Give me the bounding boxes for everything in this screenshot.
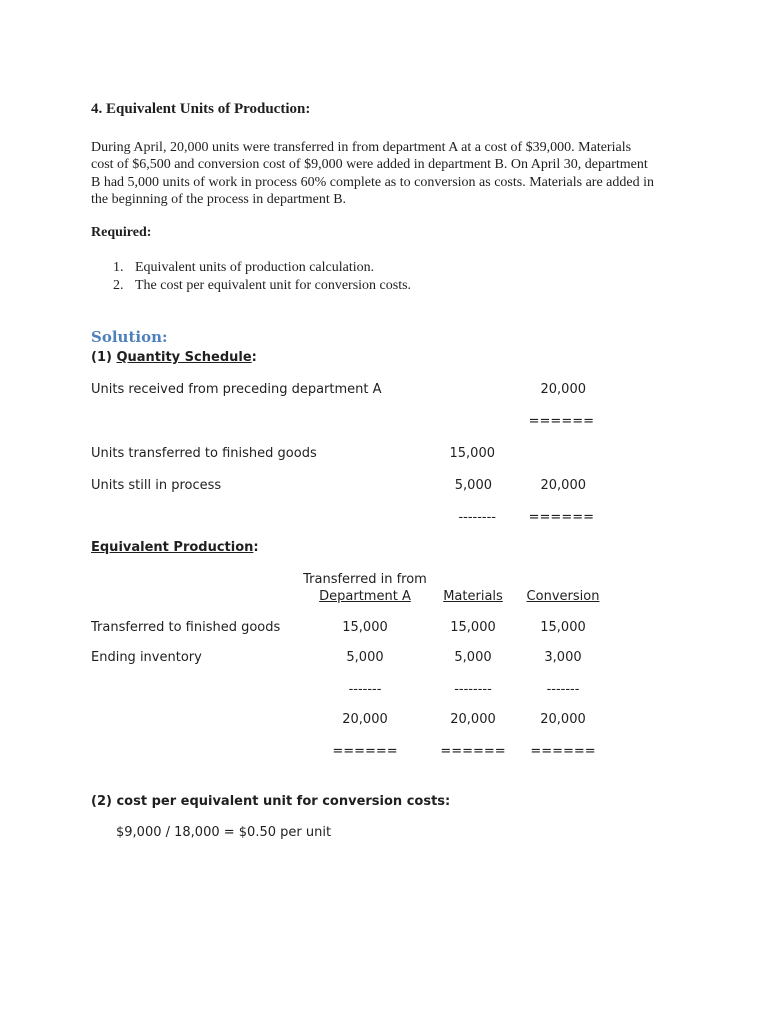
total-rule-materials: ====== bbox=[440, 744, 506, 759]
equivalent-production-title bbox=[91, 540, 259, 555]
required-item-number: 1. bbox=[113, 260, 124, 275]
quantity-schedule-title bbox=[91, 350, 257, 365]
subtotal-rule-conversion: ------- bbox=[546, 682, 580, 697]
col-header-materials: Materials bbox=[443, 589, 503, 604]
required-item bbox=[91, 277, 411, 295]
received-label: Units received from preceding department A bbox=[91, 382, 382, 397]
total-rule-transferred: ====== bbox=[332, 744, 398, 759]
required-list bbox=[91, 259, 411, 294]
cell-conversion: 3,000 bbox=[544, 650, 582, 665]
required-item-text: The cost per equivalent unit for conversion costs. bbox=[135, 277, 412, 293]
in-process-total: 20,000 bbox=[540, 478, 586, 493]
cell-conversion: 15,000 bbox=[540, 620, 586, 635]
col-header-transferred-line1: Transferred in from bbox=[303, 572, 427, 587]
row-label: Transferred to finished goods bbox=[91, 620, 281, 635]
col-header-transferred-line2: Department A bbox=[319, 589, 411, 604]
conversion-cost-title: (2) cost per equivalent unit for conversion costs: bbox=[91, 794, 451, 809]
required-label: Required: bbox=[91, 225, 152, 240]
received-value: 20,000 bbox=[540, 382, 586, 397]
total-rule-conversion: ====== bbox=[530, 744, 596, 759]
equivalent-production-title-text: Equivalent Production bbox=[91, 540, 254, 555]
required-item bbox=[91, 259, 411, 277]
quantity-schedule-suffix: : bbox=[251, 350, 257, 365]
subtotal-rule-transferred: ------- bbox=[348, 682, 382, 697]
required-item-text: Equivalent units of production calculation. bbox=[135, 260, 375, 275]
cell-transferred: 15,000 bbox=[342, 620, 388, 635]
in-process-label: Units still in process bbox=[91, 478, 222, 493]
problem-line: cost of $6,500 and conversion cost of $9,000 were added in department B. On April 30, department bbox=[91, 157, 648, 173]
conversion-cost-formula: $9,000 / 18,000 = $0.50 per unit bbox=[116, 825, 332, 840]
problem-paragraph bbox=[91, 139, 691, 208]
problem-line: the beginning of the process in department B. bbox=[91, 191, 347, 207]
total-rule: ====== bbox=[528, 510, 594, 525]
required-item-number: 2. bbox=[113, 277, 124, 293]
equivalent-production-suffix: : bbox=[253, 540, 259, 555]
quantity-schedule-title-text: Quantity Schedule bbox=[116, 350, 252, 365]
problem-line: B had 5,000 units of work in process 60% complete as to conversion as costs. Materials are added in bbox=[91, 174, 654, 190]
received-total-rule: ====== bbox=[528, 414, 594, 429]
total-conversion: 20,000 bbox=[540, 712, 586, 727]
total-materials: 20,000 bbox=[450, 712, 496, 727]
total-transferred: 20,000 bbox=[342, 712, 388, 727]
row-label: Ending inventory bbox=[91, 650, 202, 665]
solution-heading: Solution: bbox=[91, 328, 168, 346]
cell-materials: 15,000 bbox=[450, 620, 496, 635]
cell-materials: 5,000 bbox=[454, 650, 492, 665]
transferred-value: 15,000 bbox=[449, 446, 495, 461]
col-header-conversion: Conversion bbox=[526, 589, 600, 604]
quantity-schedule-prefix: (1) bbox=[91, 350, 117, 365]
section-heading: 4. Equivalent Units of Production: bbox=[91, 101, 311, 117]
transferred-label: Units transferred to finished goods bbox=[91, 446, 317, 461]
in-process-value: 5,000 bbox=[454, 478, 492, 493]
cell-transferred: 5,000 bbox=[346, 650, 384, 665]
subtotal-rule-materials: -------- bbox=[454, 682, 492, 697]
problem-line: During April, 20,000 units were transferred in from department A at a cost of $39,000. Materials bbox=[91, 140, 632, 155]
subtotal-rule: -------- bbox=[458, 510, 496, 525]
